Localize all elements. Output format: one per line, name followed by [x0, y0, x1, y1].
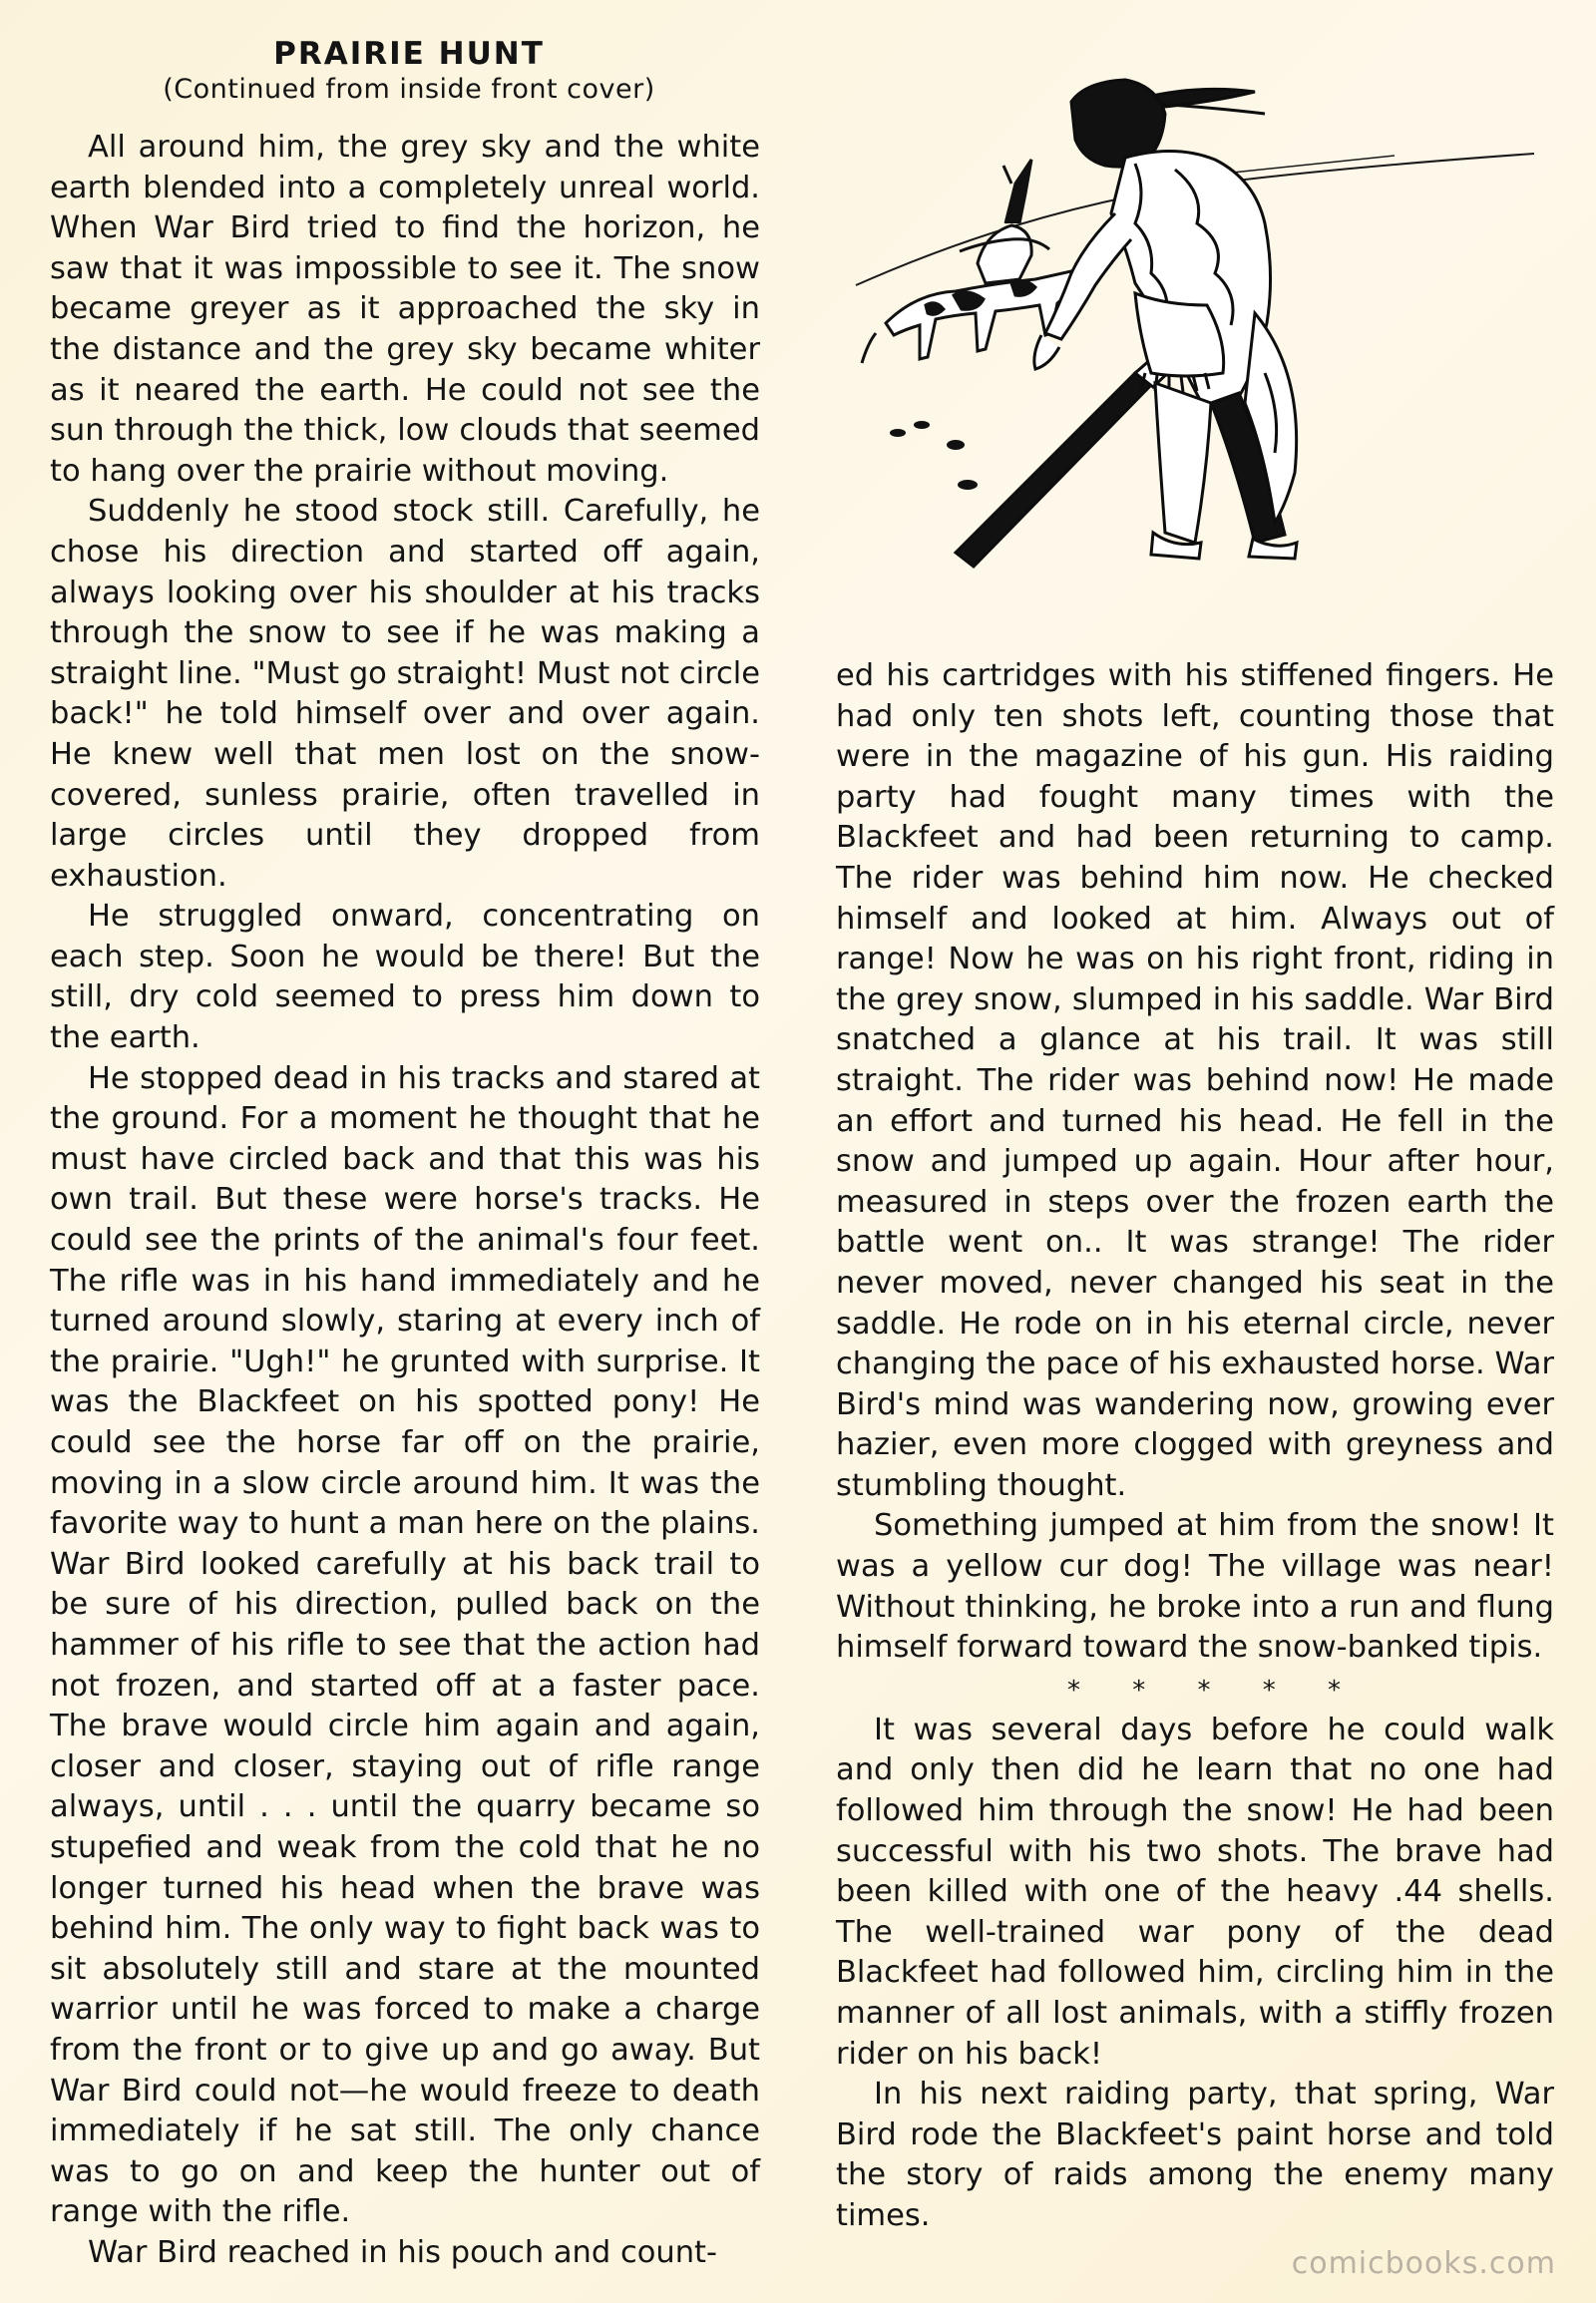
left-text-column	[50, 128, 760, 2273]
story-title: PRAIRIE HUNT	[273, 36, 545, 72]
story-heading	[50, 34, 768, 106]
paragraph: Something jumped at him from the snow! It was a yellow cur dog! The village was near! Without thinking, he broke into a run and flung himself forward toward the snow-banked tipis.	[836, 1508, 1554, 1666]
paragraph: He struggled onward, concentrating on each step. Soon he would be there! But the still, dry cold seemed to press him down to the earth.	[50, 899, 760, 1056]
paragraph: He stopped dead in his tracks and stared at the ground. For a moment he thought that he must have circled back and that this was his own trail. But these were horse's tracks. He could see the prints of the animal's four feet. The rifle was in his hand immediately and he turned around slowly, staring at every inch of the prairie. "Ugh!" he grunted with surprise. It was the Blackfeet on his spotted pony! He could see the horse far off on the prairie, moving in a slow circle around him. It was the favorite way to hunt a man here on the plains. War Bird looked carefully at his back trail to be sure of his direction, pulled back on the hammer of his rifle to see that the action had not frozen, and started off at a faster pace. The brave would circle him again and again, closer and closer, staying out of rifle range always, until . . . until the quarry became so stupefied and weak from the cold that he no longer turned his head when the brave was behind him. The only way to fight back was to sit absolutely still and stare at the mounted warrior until he was forced to make a charge from the front or to give up and go away. But War Bird could not—he would freeze to death immediately if he sat still. The only chance was to go on and keep the hunter out of range with the rifle.	[50, 1060, 760, 2230]
hunter-illustration	[836, 74, 1556, 592]
right-text-column	[836, 656, 1554, 2237]
paragraph: It was several days before he could walk and only then did he learn that no one had followed him through the snow! He had been successful with his two shots. The brave had been killed with one of the heavy .44 shells. The well-trained war pony of the dead Blackfeet had followed him, circling him in the manner of all lost animals, with a stiffly frozen rider on his back!	[836, 1712, 1554, 2072]
story-subtitle: (Continued from inside front cover)	[163, 74, 655, 105]
paragraph: War Bird reached in his pouch and count-	[88, 2234, 717, 2270]
paragraph: Suddenly he stood stock still. Carefully, he chose his direction and started off again, always looking over his shoulder at his tracks through the snow to see if he was making a straight line. "Must go straight! Must not circle back!" he told himself over and over again. He knew well that men lost on the snow-covered, sunless prairie, often travelled in large circles until they dropped from exhaustion.	[50, 494, 760, 894]
paragraph: In his next raiding party, that spring, War Bird rode the Blackfeet's paint horse and told the story of raids among the enemy many times.	[836, 2077, 1554, 2233]
paragraph: All around him, the grey sky and the white earth blended into a completely unreal world. When War Bird tried to find the horizon, he saw that it was impossible to see it. The snow became greyer as it approached the sky in the distance and the grey sky became whiter as it neared the earth. He could not see the sun through the thick, low clouds that seemed to hang over the prairie without moving.	[50, 130, 760, 489]
paragraph: ed his cartridges with his stiffened fingers. He had only ten shots left, counting those that were in the magazine of his gun. His raiding party had fought many times with the Blackfeet and had been returning to camp. The rider was behind him now. He checked himself and looked at him. Always out of range! Now he was on his right front, riding in the grey snow, slumped in his saddle. War Bird snatched a glance at his trail. It was still straight. The rider was behind now! He made an effort and turned his head. He fell in the snow and jumped up again. Hour after hour, measured in steps over the frozen earth the battle went on.. It was strange! The rider never moved, never changed his seat in the saddle. He rode on in his eternal circle, never changing the pace of his exhausted horse. War Bird's mind was wandering now, growing ever hazier, even more clogged with greyness and stumbling thought.	[836, 658, 1554, 1503]
source-watermark: comicbooks.com	[1291, 2246, 1556, 2281]
section-separator: * * * * *	[1066, 1675, 1364, 1706]
